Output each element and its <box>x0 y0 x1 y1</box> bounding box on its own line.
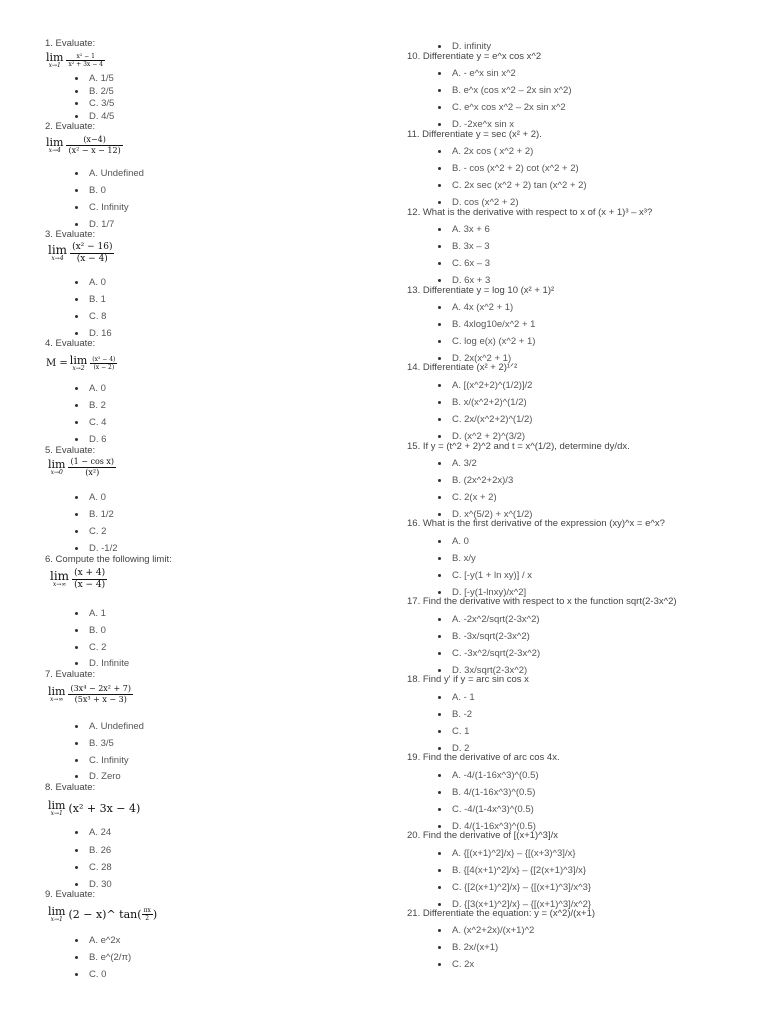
question-20-title: 20. Find the derivative of [(x+1)^3]/x <box>407 830 558 841</box>
question-18-title: 18. Find y' if y = arc sin cos x <box>407 674 529 685</box>
question-2-expression: lim x→4 $\frac{(x-4)}{\text{(x² − x − 12)}}$ <box>46 135 121 155</box>
question-15-title: 15. If y = (t^2 + 2)^2 and t = x^(1/2), determine dy/dx. <box>407 441 630 452</box>
q1-option-b: B. 2/5 <box>89 86 114 97</box>
q4-option-c: C. 4 <box>89 417 107 428</box>
q8-option-b: B. 26 <box>89 845 112 856</box>
q5-option-a: A. 0 <box>89 492 106 503</box>
q10-option-d: D. -2xe^x sin x <box>452 119 515 130</box>
question-7-expression: lim x→∞ $\frac{\text{(3x⁴ − 2x² + 7)}}{\text{(5x³ + x − 3)}}$ <box>48 684 131 704</box>
q2-option-a: A. Undefined <box>89 168 144 179</box>
q15-option-b: B. (2x^2+2x)/3 <box>452 475 514 486</box>
q7-option-c: C. Infinity <box>89 755 129 766</box>
question-3-expression: lim x→4 $\frac{\text{(x² − 16)}}{(x - 4)}$ <box>48 242 113 264</box>
question-6-expression: lim x→∞ $\frac{(x + 4)}{(x - 4)}$ <box>50 568 106 590</box>
q20-option-b: B. {[4(x+1)^2]/x} – {[2(x+1)^3]/x} <box>452 865 587 876</box>
question-5-title: 5. Evaluate: <box>45 445 96 456</box>
q2-option-c: C. Infinity <box>89 202 129 213</box>
q15-option-a: A. 3/2 <box>452 458 477 469</box>
q21-option-a: A. (x^2+2x)/(x+1)^2 <box>452 925 535 936</box>
q6-option-a: A. 1 <box>89 608 106 619</box>
q19-option-a: A. -4/(1-16x^3)^(0.5) <box>452 770 539 781</box>
q19-option-c: C. -4/(1-4x^3)^(0.5) <box>452 804 534 815</box>
q6-option-b: B. 0 <box>89 625 106 636</box>
question-8-title: 8. Evaluate: <box>45 782 96 793</box>
q7-option-b: B. 3/5 <box>89 738 114 749</box>
question-2-title: 2. Evaluate: <box>45 121 96 132</box>
q14-option-c: C. 2x/(x^2+2)^(1/2) <box>452 414 533 425</box>
question-1-expression: lim x→1 $\frac{\text{x² − 1}}{\text{x² + 3x − 4}}$ <box>46 51 103 69</box>
q21-option-c: C. 2x <box>452 959 475 970</box>
q8-option-c: C. 28 <box>89 862 112 873</box>
q13-option-c: C. log e(x) (x^2 + 1) <box>452 336 536 347</box>
q12-option-b: B. 3x – 3 <box>452 241 490 252</box>
q7-option-d: D. Zero <box>89 771 121 782</box>
q17-option-a: A. -2x^2/sqrt(2-3x^2) <box>452 614 540 625</box>
q8-option-a: A. 24 <box>89 827 112 838</box>
question-4-title: 4. Evaluate: <box>45 338 96 349</box>
q15-option-d: D. x^(5/2) + x^(1/2) <box>452 509 533 520</box>
q3-option-b: B. 1 <box>89 294 106 305</box>
question-8-expression: lim x→1 (x² + 3x − 4) <box>48 799 141 817</box>
q9-option-d: D. infinity <box>452 41 492 52</box>
q3-option-a: A. 0 <box>89 277 106 288</box>
q13-option-b: B. 4xlog10e/x^2 + 1 <box>452 319 536 330</box>
q7-option-a: A. Undefined <box>89 721 144 732</box>
q5-option-d: D. -1/2 <box>89 543 118 554</box>
question-17-title: 17. Find the derivative with respect to x the function sqrt(2-3x^2) <box>407 596 677 607</box>
q12-option-c: C. 6x – 3 <box>452 258 491 269</box>
q13-option-a: A. 4x (x^2 + 1) <box>452 302 514 313</box>
question-13-title: 13. Differentiate y = log 10 (x² + 1)² <box>407 285 555 296</box>
question-1-title: 1. Evaluate: <box>45 38 96 49</box>
question-4-expression: M = lim x→2 $\frac{\text{(x² − 4)}}{(x - 2)}$ <box>46 354 116 372</box>
q9-option-a: A. e^2x <box>89 935 121 946</box>
q6-option-d: D. Infinite <box>89 658 130 669</box>
q21-option-b: B. 2x/(x+1) <box>452 942 499 953</box>
q17-option-d: D. 3x/sqrt(2-3x^2) <box>452 665 528 676</box>
q11-option-a: A. 2x cos ( x^2 + 2) <box>452 146 534 157</box>
q18-option-a: A. - 1 <box>452 692 475 703</box>
q9-option-c: C. 0 <box>89 969 107 980</box>
q14-option-a: A. [(x^2+2)^(1/2)]/2 <box>452 380 533 391</box>
question-5-expression: lim x→0 $\frac{\text{(1 − cos x)}}{\text{(x²)}}$ <box>48 457 115 477</box>
q6-option-c: C. 2 <box>89 642 107 653</box>
q8-option-d: D. 30 <box>89 879 112 890</box>
q18-option-d: D. 2 <box>452 743 470 754</box>
q16-option-b: B. x/y <box>452 553 476 564</box>
q2-option-b: B. 0 <box>89 185 106 196</box>
q9-option-b: B. e^(2/π) <box>89 952 132 963</box>
q16-option-d: D. [-y(1-lnxy)/x^2] <box>452 587 527 598</box>
q5-option-b: B. 1/2 <box>89 509 114 520</box>
q1-option-d: D. 4/5 <box>89 111 115 122</box>
q10-option-c: C. e^x cos x^2 – 2x sin x^2 <box>452 102 566 113</box>
q20-option-d: D. {[3(x+1)^2]/x} – {[(x+1)^3]/x^2} <box>452 899 592 910</box>
q11-option-d: D. cos (x^2 + 2) <box>452 197 519 208</box>
question-14-title: 14. Differentiate (x² + 2)¹ᐟ² <box>407 362 518 373</box>
question-12-title: 12. What is the derivative with respect to x of (x + 1)³ – x³? <box>407 207 653 218</box>
q16-option-a: A. 0 <box>452 536 469 547</box>
q12-option-a: A. 3x + 6 <box>452 224 490 235</box>
question-9-title: 9. Evaluate: <box>45 889 96 900</box>
q4-option-a: A. 0 <box>89 383 106 394</box>
question-3-title: 3. Evaluate: <box>45 229 96 240</box>
question-9-expression: lim x→1 (2 − x)^ tan( $\frac{\pi x}{2}$ ) <box>48 905 158 923</box>
q11-option-b: B. - cos (x^2 + 2) cot (x^2 + 2) <box>452 163 579 174</box>
question-10-title: 10. Differentiate y = e^x cos x^2 <box>407 51 542 62</box>
q1-option-a: A. 1/5 <box>89 73 114 84</box>
q11-option-c: C. 2x sec (x^2 + 2) tan (x^2 + 2) <box>452 180 587 191</box>
q13-option-d: D. 2x(x^2 + 1) <box>452 353 512 364</box>
q10-option-b: B. e^x (cos x^2 – 2x sin x^2) <box>452 85 572 96</box>
question-16-title: 16. What is the first derivative of the expression (xy)^x = e^x? <box>407 518 665 529</box>
q5-option-c: C. 2 <box>89 526 107 537</box>
q18-option-c: C. 1 <box>452 726 470 737</box>
question-6-title: 6. Compute the following limit: <box>45 554 172 565</box>
q1-option-c: C. 3/5 <box>89 98 115 109</box>
q20-option-a: A. {[(x+1)^2]/x} – {[(x+3)^3]/x} <box>452 848 576 859</box>
q19-option-d: D. 4/(1-16x^3)^(0.5) <box>452 821 536 832</box>
question-11-title: 11. Differentiate y = sec (x² + 2). <box>407 129 542 140</box>
q16-option-c: C. [-y(1 + ln xy)] / x <box>452 570 532 581</box>
q19-option-b: B. 4/(1-16x^3)^(0.5) <box>452 787 536 798</box>
q2-option-d: D. 1/7 <box>89 219 115 230</box>
q3-option-c: C. 8 <box>89 311 107 322</box>
q10-option-a: A. - e^x sin x^2 <box>452 68 516 79</box>
q18-option-b: B. -2 <box>452 709 473 720</box>
q4-option-d: D. 6 <box>89 434 107 445</box>
q14-option-d: D. (x^2 + 2)^(3/2) <box>452 431 526 442</box>
question-19-title: 19. Find the derivative of arc cos 4x. <box>407 752 560 763</box>
q15-option-c: C. 2(x + 2) <box>452 492 497 503</box>
q20-option-c: C. {[2(x+1)^2]/x} – {[(x+1)^3]/x^3} <box>452 882 592 893</box>
q3-option-d: D. 16 <box>89 328 112 339</box>
q17-option-c: C. -3x^2/sqrt(2-3x^2) <box>452 648 541 659</box>
q12-option-d: D. 6x + 3 <box>452 275 491 286</box>
question-7-title: 7. Evaluate: <box>45 669 96 680</box>
q4-option-b: B. 2 <box>89 400 106 411</box>
question-21-title: 21. Differentiate the equation: y = (x^2)/(x+1) <box>407 908 596 919</box>
q17-option-b: B. -3x/sqrt(2-3x^2) <box>452 631 530 642</box>
q14-option-b: B. x/(x^2+2)^(1/2) <box>452 397 527 408</box>
